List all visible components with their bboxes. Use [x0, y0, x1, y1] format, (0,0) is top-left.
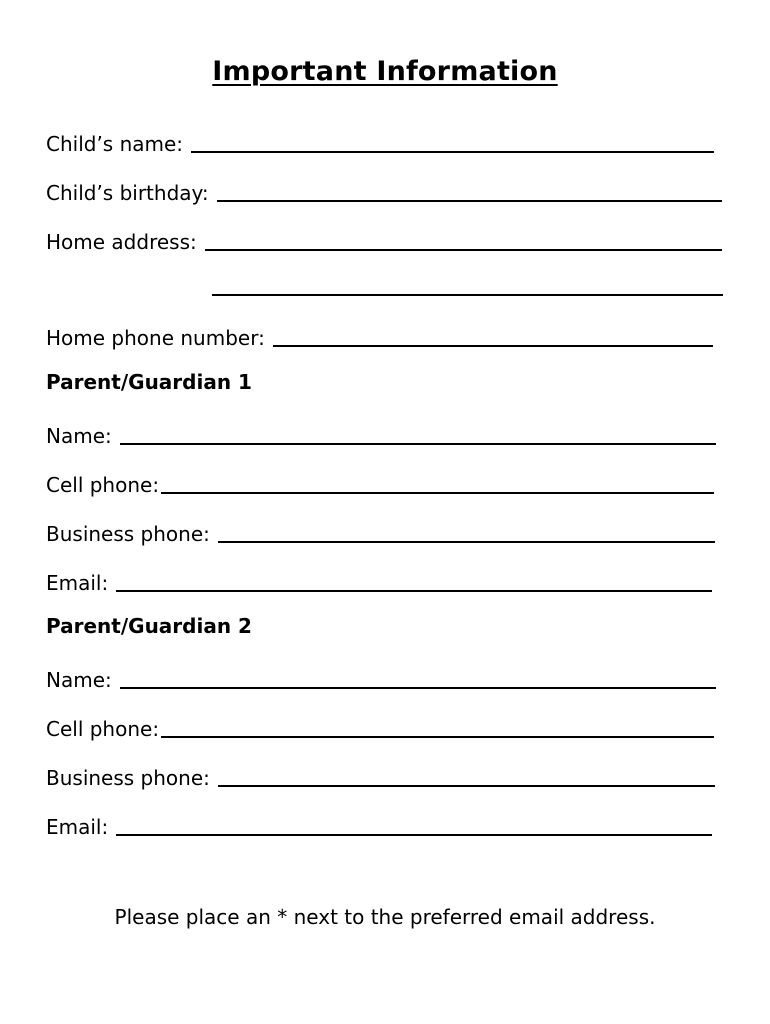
guardian1-email-label: Email:	[46, 571, 109, 595]
home-address-line[interactable]	[205, 249, 722, 251]
guardian1-cell-line[interactable]	[161, 492, 714, 494]
guardian2-name-label: Name:	[46, 668, 112, 692]
guardian2-email-line[interactable]	[116, 834, 712, 836]
guardian2-heading: Parent/Guardian 2	[46, 614, 252, 638]
child-birthday-label: Child’s birthday:	[46, 181, 209, 205]
guardian1-cell-field[interactable]	[46, 467, 714, 497]
guardian1-heading: Parent/Guardian 1	[46, 370, 252, 394]
guardian2-name-line[interactable]	[120, 687, 716, 689]
guardian2-business-line[interactable]	[218, 785, 715, 787]
guardian1-name-label: Name:	[46, 424, 112, 448]
guardian1-business-field[interactable]	[46, 516, 715, 546]
guardian2-cell-label: Cell phone:	[46, 717, 160, 741]
guardian2-business-field[interactable]	[46, 760, 715, 790]
guardian2-cell-line[interactable]	[161, 736, 714, 738]
guardian2-email-label: Email:	[46, 815, 109, 839]
home-phone-line[interactable]	[273, 345, 713, 347]
guardian1-email-field[interactable]	[46, 565, 712, 595]
guardian1-business-line[interactable]	[218, 541, 715, 543]
guardian1-cell-label: Cell phone:	[46, 473, 160, 497]
child-name-line[interactable]	[191, 151, 714, 153]
home-phone-field[interactable]	[46, 320, 713, 350]
home-address-label: Home address:	[46, 230, 197, 254]
guardian2-name-field[interactable]	[46, 662, 716, 692]
home-phone-label: Home phone number:	[46, 326, 265, 350]
guardian1-business-label: Business phone:	[46, 522, 210, 546]
child-birthday-line[interactable]	[217, 200, 722, 202]
child-name-field[interactable]	[46, 126, 714, 156]
guardian1-email-line[interactable]	[116, 590, 712, 592]
guardian2-business-label: Business phone:	[46, 766, 210, 790]
home-address-field[interactable]	[46, 224, 722, 254]
guardian2-cell-field[interactable]	[46, 711, 714, 741]
guardian1-name-line[interactable]	[120, 443, 716, 445]
child-name-label: Child’s name:	[46, 132, 184, 156]
home-address-line-2[interactable]	[212, 294, 723, 296]
guardian2-email-field[interactable]	[46, 809, 712, 839]
child-birthday-field[interactable]	[46, 175, 722, 205]
guardian1-name-field[interactable]	[46, 418, 716, 448]
preferred-email-note: Please place an * next to the preferred email address.	[114, 905, 656, 929]
page-title: Important Information	[212, 56, 558, 87]
